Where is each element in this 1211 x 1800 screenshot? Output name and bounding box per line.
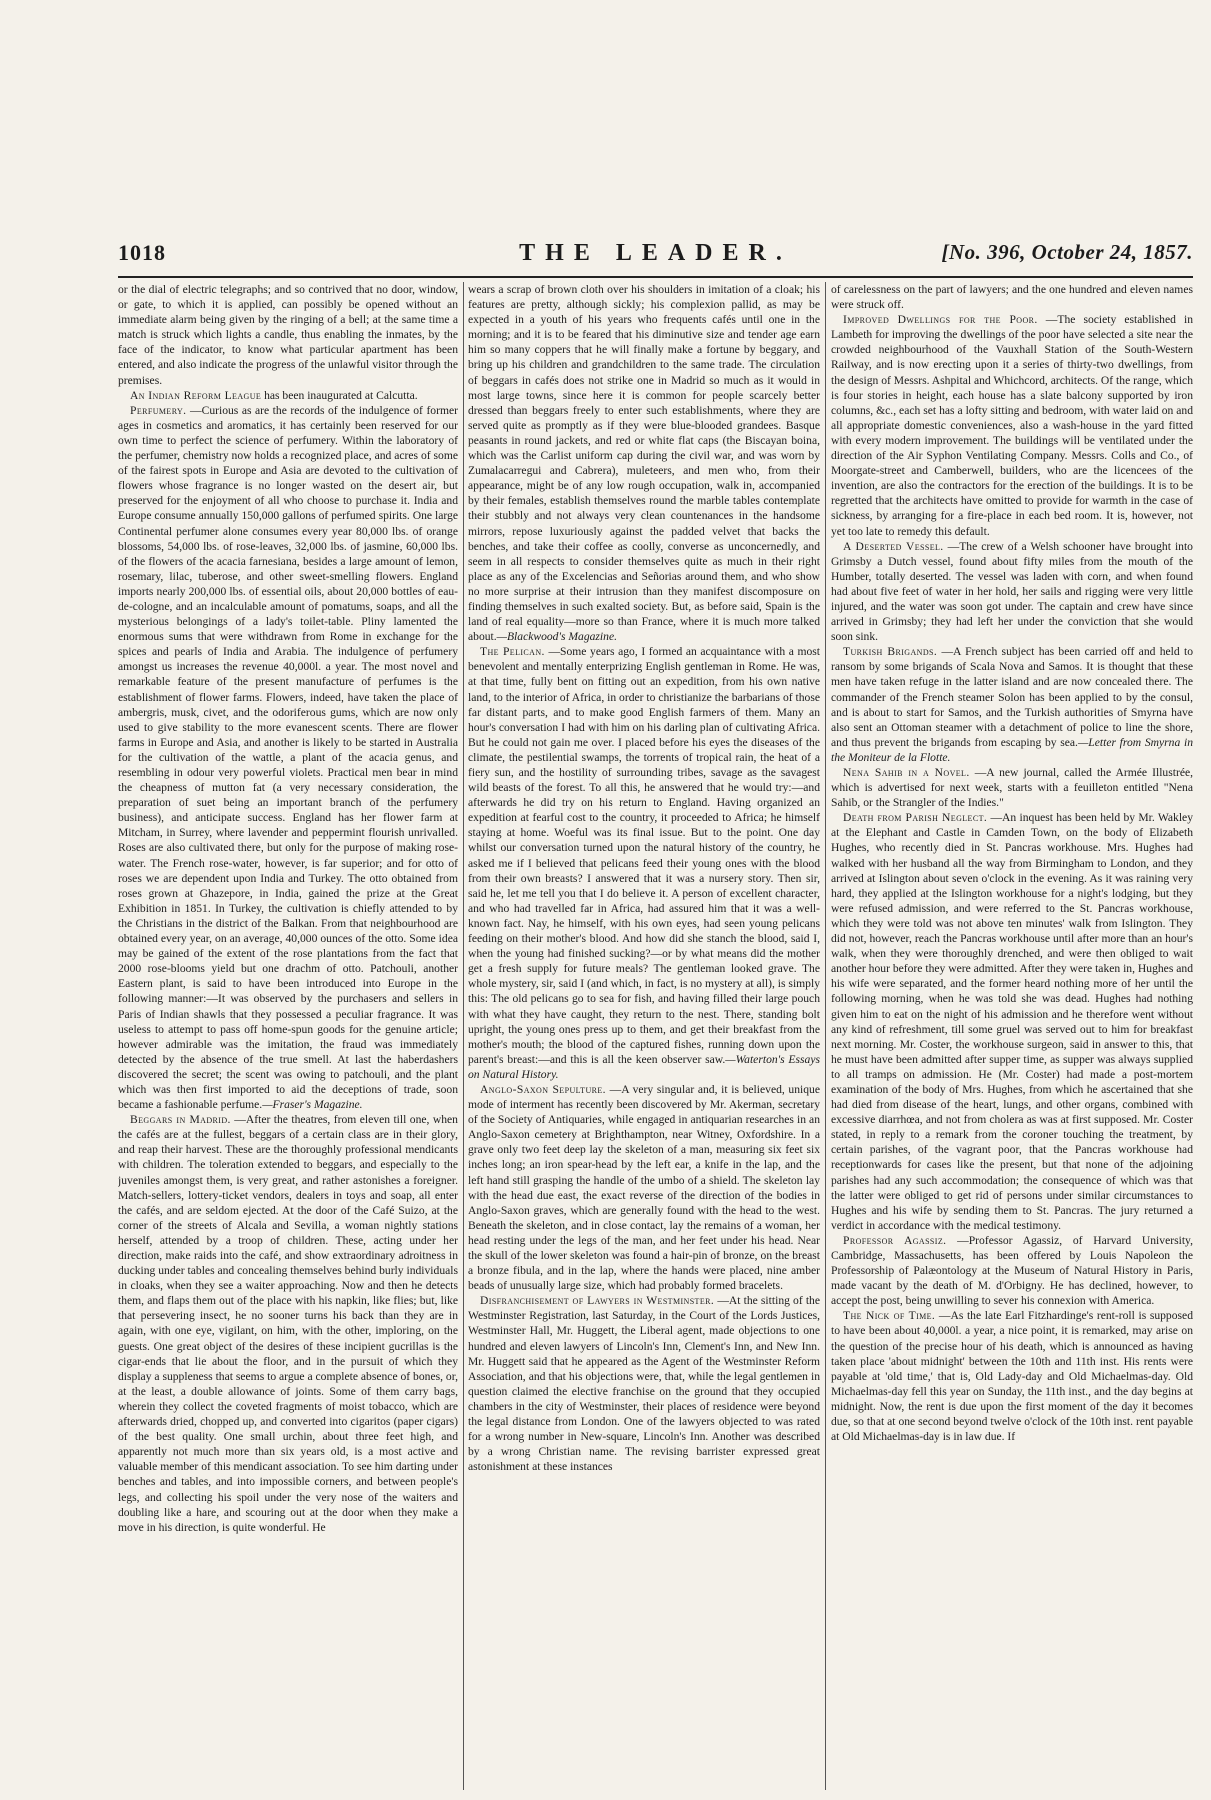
- article-heading: Improved Dwellings for the Poor.: [843, 313, 1038, 327]
- article-heading: An Indian Reform League: [130, 388, 262, 402]
- article-text: —The society established in Lambeth for improving the dwellings of the poor have selected a site near the crowded neighbourhood of the Vauxhall Station of the South-Western Railway, and is now erecting upon it a series of thirty-two dwellings, from the design of Messrs. Ashpital and Whichcord, architects. Of the range, which is four stories in height, each house has a slate balcony supported by iron columns, &c., each set has a lofty sitting and bedroom, with water laid on and all appropriate domestic conveniences, also a wash-house in the yard fitted with every modern improvement. The buildings will be ventilated under the direction of the Air Syphon Ventilating Company. Messrs. Colls and Co., of Moorgate-street and Camberwell, builders, who are the licencees of the invention, are also the contractors for the erection of the buildings. It is to be regretted that the architects have omitted to provide for warmth in the case of sickness, by arranging for a fire-place in each bed room. It is, however, not yet too late to remedy this default.: [831, 313, 1193, 538]
- article-source: —Fraser's Magazine.: [262, 1098, 363, 1112]
- masthead-title: THE LEADER.: [519, 240, 792, 266]
- article-heading: The Nick of Time.: [843, 1309, 936, 1323]
- article-text: —A very singular and, it is believed, unique mode of interment has recently been discovered by Mr. Akerman, secretary of the Society of Antiquaries, while engaged in antiquarian researches in an Anglo-Saxon cemetery at Brighthampton, near Witney, Oxfordshire. In a grave only two feet deep lay the skeleton of a man, measuring six feet six inches long; an iron spear-head by the left ear, a knife in the lap, and the left hand still grasping the handle of the umbo of a shield. The skeleton lay with the head due east, the exact reverse of the direction of the bodies in Anglo-Saxon graves, which are generally found with the head to the west. Beneath the skeleton, and in close contact, lay the remains of a woman, her head resting under the legs of the man, and her feet under his head. Near the skull of the lower skeleton was found a hair-pin of bronze, on the breast a bronze fibula, and in the lap, where the hands were placed, nine amber beads of unusually large size, which had probably formed bracelets.: [468, 1082, 820, 1293]
- article-heading: Turkish Brigands.: [843, 645, 938, 659]
- article-text: has been inaugurated at Calcutta.: [264, 388, 418, 402]
- article-text: —As the late Earl Fitzhardinge's rent-roll is supposed to have been about 40,000l. a year, a nice point, it is remarked, may arise on the question of the precise hour of his death, which is announced as having taken place 'about midnight' between the 10th and 11th inst. His rents were payable at 'old time,' that is, Old Lady-day and Old Michaelmas-day. Old Michaelmas-day fell this year on Sunday, the 11th inst., and the day begins at midnight. Now, the rent is due upon the first moment of the day it becomes due, so that at one second beyond twelve o'clock of the 10th inst. rent payable at Old Michaelmas-day is in law due. If: [831, 1309, 1193, 1444]
- article-paragraph: [831, 810, 1193, 1233]
- article-text: wears a scrap of brown cloth over his shoulders in imitation of a cloak; his features are pretty, although sickly; his complexion pallid, as may be expected in a youth of his years who frequents cafés until one in the morning; and it is to be feared that his diminutive size and tender age earn him so many coppers that he will finally make a fortune by beggary, and bring up his children and grandchildren to the same trade. The circulation of beggars in cafés does not strike one in Madrid so much as it would in most large towns, since here it is common for people scarcely better dressed than beggars freely to enter such establishments, where they are served quite as promptly as if they were blue-blooded grandees. Basque peasants in round jackets, and red or white flat caps (the Biscayan boina, which was the Carlist uniform cap during the civil war, and was worn by Zumalacarregui and Cabrera), muleteers, and men who, from their appearance, might be of any low rough occupation, walk in, accompanied by their females, establish themselves round the marble tables contemplate their stubbly and not always very clean countenances in the handsome mirrors, repose luxuriously against the padded velvet that backs the benches, and take their coffee as coolly, converse as unconcernedly, and seem in all respects to consider themselves quite as much in their right place as any of the Excelencias and Señorias around them, and who show no more surprise at their intrusion than they manifest discomposure on finding themselves in such exalted society. But, as before said, Spain is the land of real equality—more so than France, where it is much more talked about.: [468, 283, 820, 644]
- article-paragraph: [468, 1082, 820, 1293]
- article-paragraph: [118, 282, 458, 388]
- issue-line: [No. 396, October 24, 1857.: [941, 240, 1193, 264]
- article-paragraph: [831, 765, 1193, 810]
- article-paragraph: [468, 644, 820, 1082]
- article-heading: Nena Sahib in a Novel.: [843, 766, 970, 779]
- article-text: —Professor Agassiz, of Harvard University, Cambridge, Massachusetts, has been offered by Louis Napoleon the Professorship of Palæontology at the Museum of Natural History in Paris, made vacant by the death of M. d'Orbigny. He has declined, however, to accept the post, being unwilling to sever his connexion with America.: [831, 1233, 1193, 1308]
- column-middle: [468, 282, 820, 1790]
- article-heading: Anglo-Saxon Sepulture.: [480, 1082, 606, 1096]
- column-right: [831, 282, 1193, 1790]
- article-text: of carelessness on the part of lawyers; and the one hundred and eleven names were struck off.: [831, 283, 1193, 312]
- page-header: [118, 240, 1193, 276]
- article-heading: A Deserted Vessel.: [843, 539, 944, 553]
- article-paragraph: [831, 1308, 1193, 1444]
- article-text: —A new journal, called the Armée Illustrée, which is advertised for next week, starts with a feuilleton entitled "Nena Sahib, or the Strangler of the Indies.": [831, 766, 1193, 810]
- article-paragraph: [118, 388, 458, 403]
- article-paragraph: [831, 1233, 1193, 1308]
- article-paragraph: [831, 312, 1193, 538]
- column-divider-2: [825, 282, 826, 1790]
- article-text: —At the sitting of the Westminster Registration, last Saturday, in the Court of the Lords Justices, Westminster Hall, Mr. Huggett, the Liberal agent, made objections to one hundred and eleven lawyers of Lincoln's Inn, Clement's Inn, and New Inn. Mr. Huggett said that he appeared as the Agent of the Westminster Reform Association, and that his objections were, that, while the legal gentlemen in question claimed the elective franchise on the ground that they occupied chambers in the city of Westminster, their places of residence were beyond the legal distance from London. One of the lawyers objected to was rated for a wrong number in New-square, Lincoln's Inn. Another was described by a wrong Christian name. The revising barrister expressed great astonishment at these instances: [468, 1294, 820, 1474]
- article-text: —Some years ago, I formed an acquaintance with a most benevolent and mentally enterprizing English gentleman in Rome. He was, at that time, fully bent on fitting out an expedition, from his own native land, to the interior of Africa, in order to christianize the barbarians of those far distant parts, and to make good English farmers of them. Many an hour's conversation I had with him on his darling plan of cultivating Africa. But he could not gain me over. I placed before his eyes the diseases of the climate, the pestilential swamps, the torrents of tropical rain, the heat of a fiery sun, and the hostility of surrounding tribes, savage as the savagest wild beasts of the forest. To all this, he answered that he would try:—and afterwards he did try on his return to England. Having organized an expedition at fearful cost to the country, it proceeded to Africa; he himself staying at home. Woeful was its final issue. But to the point. One day whilst our conversation turned upon the natural history of the country, he asked me if I believed that pelicans feed their young ones with the blood from their own breasts? I answered that it was a nursery story. Then sir, said he, let me tell you that I do believe it. A person of excellent character, and who had travelled far in Africa, had assured him that it was a well-known fact. Nay, he himself, with his own eyes, had seen young pelicans feeding on their mother's blood. And how did she stanch the blood, said I, when the young had finished sucking?—or by what means did the mother get a fresh supply for future meals? The gentleman looked grave. The whole mystery, sir, said I (and which, in fact, is no mystery at all), is simply this: The old pelicans go to sea for fish, and having filled their large pouch with what they have caught, they return to the nest. There, standing bolt upright, the young ones press up to them, and get their breakfast from the mother's mouth; the blood of the captured fishes, running down upon the parent's breast:—and this is all the keen observer saw.: [468, 645, 820, 1066]
- article-heading: Perfumery.: [130, 403, 187, 417]
- article-text: —The crew of a Welsh schooner have brought into Grimsby a Dutch vessel, found about fifty miles from the mouth of the Humber, totally deserted. The vessel was laden with corn, and when found had about five feet of water in her hold, her sails and rigging were very little injured, and the water was soon got under. The captain and crew have since arrived in Grimsby; they had left her under the conviction that she would soon sink.: [831, 539, 1193, 644]
- page-number: 1018: [118, 240, 166, 265]
- article-source: —Waterton's Essays on Natural History.: [468, 1052, 820, 1081]
- article-source: —Blackwood's Magazine.: [496, 630, 617, 644]
- column-left: [118, 282, 458, 1790]
- article-heading: Professor Agassiz.: [843, 1233, 947, 1247]
- article-paragraph: [831, 539, 1193, 645]
- article-paragraph: [831, 644, 1193, 765]
- article-heading: Death from Parish Neglect.: [843, 811, 988, 825]
- article-paragraph: [468, 1293, 820, 1474]
- article-text: —Curious as are the records of the indulgence of former ages in cosmetics and aromatics, it has certainly been reserved for our own time to perfect the science of perfumery. Within the laboratory of the perfumer, chemistry now holds a recognized place, and acres of some of the fairest spots in Europe and Asia are devoted to the cultivation of flowers whose fragrance is no longer wasted on the desert air, but preserved for the enjoyment of all who choose to purchase it. India and Europe consume annually 150,000 gallons of perfumed spirits. One large Continental perfumer alone consumes every year 80,000 lbs. of orange blossoms, 54,000 lbs. of rose-leaves, 32,000 lbs. of jasmine, 60,000 lbs. of the flowers of the acacia farnesiana, besides a large amount of lemon, rosemary, lilac, tuberose, and other sweet-smelling flowers. England imports nearly 200,000 lbs. of essential oils, about 20,000 bottles of eau-de-cologne, and an incalculable amount of pomatums, soaps, and all the mysterious belongings of a lady's toilet-table. Pliny lamented the enormous sums that were withdrawn from Rome in exchange for the spices and pearls of India and Arabia. The indulgence of perfumery amongst us increases the revenue 40,000l. a year. The most novel and remarkable feature of the present manufacture of perfumes is the establishment of flower farms. Flowers, indeed, have taken the place of ambergris, musk, civet, and the odoriferous gums, which are now only used to give stability to the more evanescent scents. There are flower farms in Europe and Asia, and another is likely to be started in Australia for the cultivation of the wattle, a plant of the acacia genus, and resembling in odour very powerful violets. Practical men bear in mind the cheapness of mutton fat (a very necessary consideration, the preparation of suet being an important branch of the perfumery business), and anticipate success. England has her flower farm at Mitcham, in Surrey, where lavender and peppermint flourish unrivalled. Roses are also cultivated there, but only for the purpose of making rose-water. The French rose-water, however, is far superior; and for otto of roses we are dependent upon India and Turkey. The otto obtained from roses grown at Ghazepore, in India, gained the prize at the Great Exhibition in 1851. In Turkey, the cultivation is chiefly attended to by the Christians in the district of the Balkan. From that neighbourhood are obtained every year, on an average, 40,000 ounces of the otto. Some idea may be gained of the extent of the rose plantations from the fact that 2000 rose-blooms yield but one drachm of otto. Patchouli, another Eastern plant, is said to have been introduced into Europe in the following manner:—It was observed by the purchasers and sellers in Paris of Indian shawls that they possessed a peculiar fragrance. It was useless to attempt to pass off home-spun goods for the genuine article; however admirable was the imitation, the fraud was immediately detected by the absence of the true smell. At last the haberdashers discovered the secret; the scent was owing to patchouli, and the plant which was then first imported to aid the deceptions of trade, soon became a fashionable perfume.: [118, 403, 458, 1112]
- article-heading: The Pelican.: [480, 645, 545, 659]
- article-heading: Disfranchisement of Lawyers in Westminster.: [480, 1294, 715, 1308]
- article-paragraph: [118, 403, 458, 1112]
- article-text: —An inquest has been held by Mr. Wakley at the Elephant and Castle in Camden Town, on the body of Elizabeth Hughes, who recently died in St. Pancras workhouse. Mrs. Hughes had walked with her husband all the way from Birmingham to London, and they arrived at Islington about seven o'clock in the evening. As it was raining very hard, they applied at the Islington workhouse for a night's lodging, but they were refused admission, and were referred to the St. Pancras workhouse, which they were told was not above ten minutes' walk from Islington. They did not, however, reach the Pancras workhouse until after more than an hour's walk, when they were thoroughly drenched, and were then obliged to wait another hour before they were admitted. After they were taken in, Hughes and his wife were separated, and the former heard nothing more of her until the following morning, when he was told she was dead. Hughes had nothing given him to eat on the night of his admission and he therefore went without any kind of refreshment, till some gruel was served out to him for breakfast next morning. Mr. Coster, the workhouse surgeon, said in answer to this, that he must have been admitted after supper time, as supper was always supplied to all tramps on admission. He (Mr. Coster) had made a post-mortem examination of the body of Mrs. Hughes, from which he ascertained that she had died from disease of the heart, lungs, and other organs, combined with excessive diarrhœa, and not from cholera as was at first supposed. Mr. Coster stated, in reply to a remark from the coroner touching the treatment, by certain parishes, of the vagrant poor, that the Pancras workhouse had receptionwards for cases like the present, but that none of the adjoining parishes had any such accommodation; the consequence of which was that the latter were obliged to get rid of persons under similar circumstances to Hughes and his wife by sending them to St. Pancras. The jury returned a verdict in accordance with the medical testimony.: [831, 811, 1193, 1232]
- article-paragraph: [831, 282, 1193, 312]
- article-paragraph: [118, 1112, 458, 1535]
- article-text: —After the theatres, from eleven till one, when the cafés are at the fullest, beggars of a certain class are in their glory, and reap their harvest. These are the thoroughly professional mendicants with children. The toleration extended to beggars, and especially to the juveniles amongst them, is very great, and rather astonishes a foreigner. Match-sellers, lottery-ticket vendors, dealers in toys and soap, all enter the cafés, and are seldom ejected. At the door of the Café Suizo, at the corner of the streets of Alcala and Sevilla, a woman nightly stations herself, attended by a troop of children. These, acting under her direction, make raids into the café, and show extraordinary adroitness in ducking under tables and concealing themselves behind burly individuals in cloaks, when they see a waiter approaching. Now and then he detects them, and flaps them out of the place with his napkin, like flies; but, like that persevering insect, he no sooner turns his back than they are in again, with one eye, vigilant, on him, with the other, imploring, on the guests. One great object of the desires of these incipient gucrillas is the cigar-ends that lie about the floor, and in the pursuit of which they display a suppleness that seems to argue a complete absence of bones, or, at the least, a double allowance of joints. Some of them carry bags, wherein they collect the coveted fragments of moist tobacco, which are afterwards dried, chopped up, and converted into cigaritos (paper cigars) of the best quality. One small urchin, about three feet high, and apparently not much more than six years old, is a most active and valuable member of this mendicant association. To see him darting under benches and tables, and into impossible corners, and between people's legs, and collecting his spoil under the very nose of the waiters and doubling like a hare, and scouring out at the door when they make a move in his direction, is quite wonderful. He: [118, 1113, 458, 1534]
- article-text: or the dial of electric telegraphs; and so contrived that no door, window, or gate, to which it is applied, can possibly be opened without an immediate alarm being given by the ringing of a bell; at the same time a match is struck which lights a candle, thus enabling the inmates, by the face of the indicator, to know what particular apartment has been entered, and also indicate the progress of the unlawful visitor through the premises.: [118, 283, 458, 387]
- article-source: —Letter from Smyrna in the Moniteur de la Flotte.: [831, 735, 1193, 764]
- article-paragraph: [468, 282, 820, 644]
- article-text: —A French subject has been carried off and held to ransom by some brigands of Scala Nova and Samos. It is thought that these men have taken refuge in the latter island and are now concealed there. The commander of the French steamer Solon has been applied to by the consul, and is about to start for Samos, and the Turkish authorities of Smyrna have also sent an Ottoman steamer with a detachment of police to line the shore, and thus prevent the brigands from escaping by sea.: [831, 645, 1193, 749]
- column-divider-1: [463, 282, 464, 1790]
- header-rule: [118, 276, 1193, 278]
- article-heading: Beggars in Madrid.: [130, 1113, 231, 1127]
